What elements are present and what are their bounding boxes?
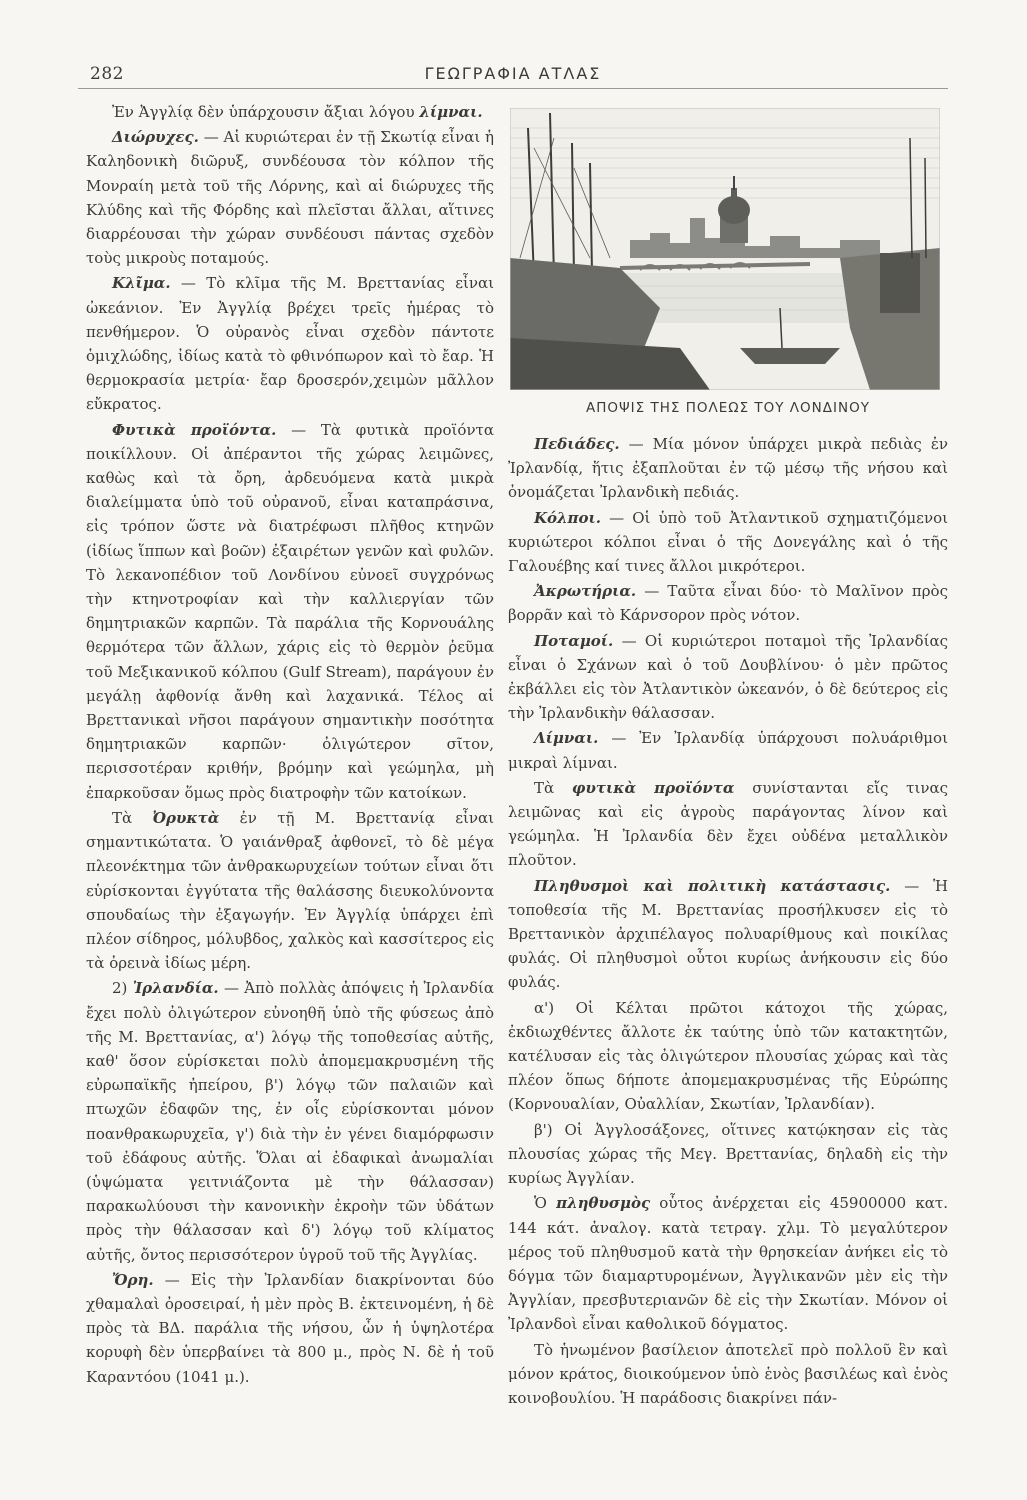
paragraph-population: Ὁ πληθυσμὸς οὗτος ἀνέρχεται εἰς 45900000 κατ. 144 κάτ. ἀναλογ. κατὰ τετραγ. χλμ. Τὸ μεγαλύτερον μέρος τοῦ πληθυσμοῦ κατὰ τὴν θρησκείαν ἀνήκει εἰς τὸ δόγμα τῶν διαμαρτυρομένων, Ἀγγλικανῶν μὲν εἰς τὴν Ἀγγλίαν, πρεσβυτεριανῶν δὲ εἰς τὴν Σκωτίαν. Μόνον οἱ Ἰρλανδοὶ εἶναι καθολικοῦ δόγματος. xyxy=(508,1194,948,1334)
heading-lakes: Λίμναι. xyxy=(534,729,599,748)
figure-caption: ΑΠΟΨΙΣ ΤΗΣ ΠΟΛΕΩΣ ΤΟΥ ΛΟΝΔΙΝΟΥ xyxy=(586,400,870,416)
paragraph-climate: Κλῖμα. — Τὸ κλῖμα τῆς Μ. Βρεττανίας εἶναι ὠκεάνιον. Ἐν Ἀγγλίᾳ βρέχει τρεῖς ἡμέρας τὸ πενθήμερον. Ὁ οὐρανὸς εἶναι σχεδὸν πάντοτε ὁμιχλώδης, ἰδίως κατὰ τὸ φθινόπωρον καὶ τὸ ἔαρ. Ἡ θερμοκρασία μετρία· ἔαρ δροσερόν,χειμὼν μᾶλλον εὔκρατος. xyxy=(86,274,494,414)
right-column xyxy=(508,432,948,1411)
heading-ireland-products: φυτικὰ προϊόντα xyxy=(571,778,735,797)
heading-plains: Πεδιάδες. xyxy=(534,435,620,453)
heading-ireland: Ἰρλανδία. xyxy=(132,979,219,998)
paragraph-ireland: 2) Ἰρλανδία. — Ἀπὸ πολλὰς ἀπόψεις ἡ Ἰρλανδία ἔχει πολὺ ὀλιγώτερον εὐνοηθῆ ὑπὸ τῆς φύσεως ἀπὸ τῆς Μ. Βρεττανίας, α') λόγῳ τῆς τοποθεσίας αὐτῆς, καθ' ὅσον εὑρίσκεται πολὺ ἀπομεμακρυσμένη τῆς εὐρωπαϊκῆς ἠπείρου, β') λόγῳ τῶν παλαιῶν καὶ πτωχῶν ἐδαφῶν της, ἐν οἷς εὑρίσκονται μόνον ποανθρακωρυχεῖα, γ') διὰ τὴν ἐν γένει διαμόρφωσιν τοῦ ἐδάφους αὐτῆς. Ὅλαι αἱ ἐδαφικαὶ ἀνωμαλίαι (ὑψώματα γειτνιάζοντα μὲ τὴν θάλασσαν) παρακωλύουσι τὴν κανονικὴν ἐκροὴν τῶν ὑδάτων πρὸς τὴν θάλασσαν καὶ δ') λόγῳ τοῦ κλίματος αὐτῆς, ὄντος περισσότερον ὑγροῦ τοῦ τῆς Ἀγγλίας. xyxy=(86,979,494,1264)
paragraph-lakes-ireland: Λίμναι. — Ἐν Ἰρλανδίᾳ ὑπάρχουσι πολυάριθμοι μικραὶ λίμναι. xyxy=(508,729,948,772)
heading-gulfs: Κόλποι. xyxy=(534,508,602,527)
heading-canals: Διώρυχες. xyxy=(112,128,199,147)
paragraph-lakes-england: Ἐν Ἀγγλίᾳ δὲν ὑπάρχουσιν ἄξιαι λόγου λίμναι. xyxy=(112,103,483,121)
paragraph-plant-products: Φυτικὰ προϊόντα. — Τὰ φυτικὰ προϊόντα ποικίλλουν. Οἱ ἀπέραντοι τῆς χώρας λειμῶνες, καθὼς καὶ τὰ ὄρη, ἀρδευόμενα κατὰ μικρὰ διαλείμματα ὑπὸ τοῦ οὐρανοῦ, εἶναι καταπράσινα, εἰς τρόπον ὥστε νὰ διατρέφωσι πλῆθος κτηνῶν (ἰδίως ἵππων καὶ βοῶν) ἐξαιρέτων γενῶν καὶ φυλῶν. Τὸ λεκανοπέδιον τοῦ Λονδίνου εὐνοεῖ συγχρόνως τὴν κτηνοτροφίαν καὶ τὴν καλλιεργίαν τῶν δημητριακῶν καρπῶν. Τὰ παράλια τῆς Κορνουάλης θερμότερα τῶν ἄλλων, χάρις εἰς τὸ θερμὸν ῥεῦμα τοῦ Μεξικανικοῦ κόλπου (Gulf Stream), παράγουν ἐν μεγάλῃ ἀφθονίᾳ ἄνθη καὶ λαχανικά. Τέλος αἱ Βρεττανικαὶ νῆσοι παράγουν σημαντικὴν ποσότητα δημητριακῶν καρπῶν· ὀλιγώτερον σῖτον, περισσοτέραν κριθήν, βρόμην καὶ γεώμηλα, μὴ ἐπαρκοῦσαν ὅμως πρὸς διατροφὴν τῶν κατοίκων. xyxy=(86,420,494,802)
heading-minerals: Ὀρυκτὰ xyxy=(152,808,220,827)
paragraph-minerals: Τὰ Ὀρυκτὰ ἐν τῇ Μ. Βρεττανίᾳ εἶναι σημαντικώτατα. Ὁ γαιάνθραξ ἀφθονεῖ, τὸ δὲ μέγα πλεονέκτημα τῶν ἀνθρακωρυχείων τούτων εἶναι ὅτι εὑρίσκονται ἐγγύτατα τῆς θαλάσσης διευκολύνοντα σπουδαίως τὴν ἐξαγωγήν. Ἐν Ἀγγλίᾳ ὑπάρχει ἐπὶ πλέον σίδηρος, μόλυβδος, χαλκὸς καὶ κασσίτερος εἰς τὰ ὀρεινὰ ἰδίως μέρη. xyxy=(86,808,494,973)
paragraph-ireland-products: Τὰ φυτικὰ προϊόντα συνίστανται εἴς τινας λειμῶνας καὶ εἰς ἀγροὺς παράγοντας λίνον καὶ γεώμηλα. Ἡ Ἰρλανδία δὲν ἔχει οὐδένα μεταλλικὸν πλοῦτον. xyxy=(508,778,948,870)
paragraph-plains: Πεδιάδες. — Μία μόνον ὑπάρχει μικρὰ πεδιὰς ἐν Ἰρλανδίᾳ, ἥτις ἐξαπλοῦται ἐν τῷ μέσῳ τῆς νήσου καὶ ὀνομάζεται Ἰρλανδικὴ πεδιάς. xyxy=(508,435,948,502)
heading-rivers: Ποταμοί. xyxy=(534,631,614,650)
heading-capes: Ἀκρωτήρια. xyxy=(534,582,637,601)
paragraph-capes: Ἀκρωτήρια. — Ταῦτα εἶναι δύο· τὸ Μαλῖνον πρὸς βορρᾶν καὶ τὸ Κάρνσορον πρὸς νότον. xyxy=(508,582,948,625)
paragraph-population-politics: Πληθυσμοὶ καὶ πολιτικὴ κατάστασις. — Ἡ τοποθεσία τῆς Μ. Βρεττανίας προσήλκυσεν εἰς τὸ Βρεττανικὸν ἀρχιπέλαγος πολυαρίθμους καὶ ποικίλας φυλάς. Οἱ πληθυσμοὶ οὗτοι κυρίως ἀνήκουσιν εἰς δύο φυλάς. xyxy=(508,876,948,992)
running-title: ΓΕΩΓΡΑΦΙΑ ΑΤΛΑΣ xyxy=(424,64,602,83)
paragraph-anglosaxons: β') Οἱ Ἀγγλοσάξονες, οἵτινες κατῴκησαν εἰς τὰς πλουσίας χώρας τῆς Μεγ. Βρεττανίας, δηλαδὴ εἰς τὴν κυρίως Ἀγγλίαν. xyxy=(508,1120,948,1188)
heading-population: πληθυσμὸς xyxy=(556,1194,651,1213)
paragraph-kingdom: Τὸ ἡνωμένον βασίλειον ἀποτελεῖ πρὸ πολλοῦ ἓν καὶ μόνον κράτος, διοικούμενον ὑπὸ ἑνὸς βασιλέως καὶ ἑνὸς κοινοβουλίου. Ἡ παράδοσις διακρίνει πάν- xyxy=(508,1340,948,1407)
page-header xyxy=(78,58,948,89)
heading-population-politics: Πληθυσμοὶ καὶ πολιτικὴ κατάστασις. xyxy=(534,876,891,895)
heading-plant-products: Φυτικὰ προϊόντα. xyxy=(112,420,277,439)
paragraph-canals: Διώρυχες. — Αἱ κυριώτεραι ἐν τῇ Σκωτίᾳ εἶναι ἡ Καληδονικὴ διῶρυξ, συνδέουσα τὸν κόλπον τῆς Μονραίη μετὰ τοῦ τῆς Λόρνης, καὶ αἱ διώρυχες τῆς Κλύδης καὶ τῆς Φόρδης καὶ πλεῖσται ἄλλαι, αἵτινες διαρρέουσαι τὴν χώραν συνδέουσι πάντας σχεδὸν τοὺς μικροὺς ποταμούς. xyxy=(86,128,494,268)
left-column xyxy=(86,100,494,1390)
paragraph-celts: α') Οἱ Κέλται πρῶτοι κάτοχοι τῆς χώρας, ἐκδιωχθέντες ἄλλοτε ἐκ ταύτης ὑπὸ τῶν κατακτητῶν, κατέλυσαν εἰς τὰς ὀλιγώτερον πλουσίας χώρας καὶ τὰς πλέον ὅπως δήποτε ἀπομεμακρυσμένας τῆς Εὐρώπης (Κορνουαλίαν, Οὐαλλίαν, Σκωτίαν, Ἰρλανδίαν). xyxy=(508,998,948,1114)
heading-mountains: Ὄρη. xyxy=(112,1270,154,1289)
paragraph-mountains: Ὄρη. — Εἰς τὴν Ἰρλανδίαν διακρίνονται δύο χθαμαλαὶ ὀροσειραί, ἡ μὲν πρὸς Β. ἐκτεινομένη, ἡ δὲ πρὸς τὰ ΒΔ. παράλια τῆς νήσου, ὧν ἡ ὑψηλοτέρα κορυφὴ δὲν ὑπερβαίνει τὰ 800 μ., πρὸς Ν. δὲ ἡ τοῦ Καραντόου (1041 μ.). xyxy=(86,1270,494,1386)
heading-climate: Κλῖμα. xyxy=(112,274,171,293)
paragraph-gulfs: Κόλποι. — Οἱ ὑπὸ τοῦ Ἀτλαντικοῦ σχηματιζόμενοι κυριώτεροι κόλποι εἶναι ὁ τῆς Δονεγάλης καὶ ὁ τῆς Γαλουέβης καί τινες ἄλλοι μικρότεροι. xyxy=(508,508,948,576)
london-engraving-illustration xyxy=(510,108,940,390)
paragraph-rivers: Ποταμοί. — Οἱ κυριώτεροι ποταμοὶ τῆς Ἰρλανδίας εἶναι ὁ Σχάνων καὶ ὁ τοῦ Δουβλίνου· ὁ μὲν πρῶτος ἐκβάλλει εἰς τὸν Ἀτλαντικὸν ὠκεανόν, ὁ δὲ δεύτερος εἰς τὴν Ἰρλανδικὴν θάλασσαν. xyxy=(508,631,948,723)
page-number: 282 xyxy=(90,64,124,84)
